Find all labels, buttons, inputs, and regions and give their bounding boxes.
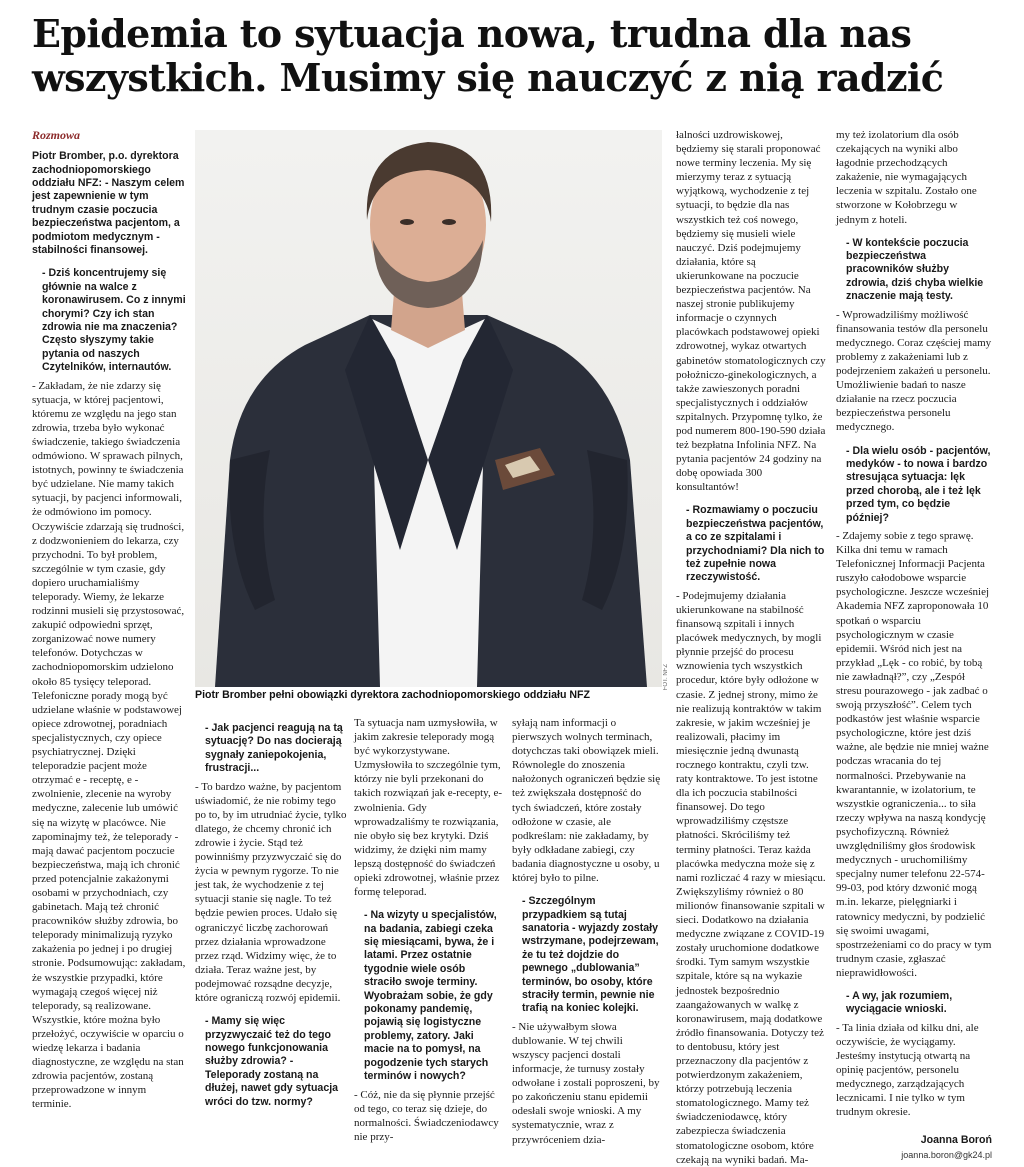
rubric-label: Rozmowa	[32, 128, 81, 142]
answer: łalności uzdrowiskowej, będziemy się starali proponować nowe terminy leczenia. My się mierzymy teraz z sytuacją wyjątkową, wychodzenie z tej sytuacji, to będzie dla nas wszystkich też coś nowego, będziemy się musieli wiele nauczyć. Dziś podejmujemy działania, które są ukierunkowane na poczucie bezpieczeństwa pacjentów. Na naszej stronie publikujemy informacje o czynnych placówkach podstawowej opieki zdrowotnej, wykaz otwartych gabinetów stomatologicznych czy położniczo-ginekologicznych, a także zawieszonych poradni specjalistycznych i oddziałów szpitalnych. Przypomnę tylko, że pod numerem 800-190-590 działa też bezpłatna Infolinia NFZ. Na pytania pacjentów 24 godziny na dobę opowiada 300 konsultantów!	[676, 129, 826, 494]
article-column-4	[512, 716, 662, 1146]
answer: my też izolatorium dla osób czekających na wyniki albo łagodnie przechodzących zakażenie, nie wymagających leczenia w szpitalu. Zostało one stworzone w Kołobrzegu w jednym z hoteli.	[836, 129, 977, 226]
headline: Epidemia to sytuacja nowa, trudna dla nas wszystkich. Musimy się nauczyć z nią radzić	[32, 11, 944, 100]
article-column-2	[195, 712, 347, 1132]
answer: Ta sytuacja nam uzmysłowiła, w jakim zakresie teleporady mogą być wykorzystywane. Uzmysłowiła to szczególnie tym, którzy nie byli przekonani do takich rozwiązań jak e-recepty, e-zwolnienia. Gdy wprowadzaliśmy te rozwiązania, nie obyło się bez krytyki. Dziś widzimy, że dzięki nim mamy lepszą dostępność do świadczeń opieki zdrowotnej, właśnie przez formę teleporad.	[354, 717, 503, 899]
answer: - Nie używałbym słowa dublowanie. W tej chwili wszyscy pacjenci dostali informacje, że turnusy zostały odwołane i zostali poproszeni, by po zakończeniu stanu epidemii odesłali swoje wnioski. A my systematycznie, wraz z przywróceniem dzia-	[512, 1020, 660, 1146]
answer: - Ta linia działa od kilku dni, ale oczywiście, że wyciągamy. Jesteśmy instytucją otwartą na opinię pacjentów, personelu medycznego, zarządzających lecznicami. I nie tylko w tym trudnym okresie.	[836, 1021, 979, 1119]
photo-credit: FOT. NFZ	[663, 664, 669, 691]
portrait-photo	[195, 130, 662, 687]
answer: - Zakładam, że nie zdarzy się sytuacja, w której pacjentowi, któremu ze względu na jego stan zdrowia, trzeba było wykonać świadczenie, takiego świadczenia odmówiono. W sprawach pilnych, istotnych, powinny te świadczenia być udzielane. Nie mamy takich sytuacji, by pacjenci informowali, że odmówiono im pomocy. Oczywiście zdarzają się trudności, z dodzwonieniem do lekarza, czy przychodni. To był problem, szczególnie w tym czasie, gdy dopiero uruchamialiśmy teleporady. Wiemy, że lekarze rodzinni musieli się przystosować, zakupić odpowiedni sprzęt, zorganizować nowe numery telefonów. Dotychczas w zachodniopomorskim udzielono około 85 tysięcy teleporad. Telefoniczne porady mogą być udzielane właśnie w podstawowej opiece zdrowotnej, poradniach specjalistycznych, czy opiece psychiatrycznej. Dzięki teleporadzie pacjent może otrzymać e - receptę, e - zwolnienie, zlecenie na wyroby medyczne, zalecenie lub umówić się na wizytę w placówce. Nie zapominajmy też, że teleporady - mają dawać pacjentom poczucie bezpieczeństwa, mają ich chronić przed potencjalnie zakażonymi osobami w przychodniach, czy gabinetach. Mają też chronić pracowników służby zdrowia, bo teleporady minimalizują ryzyko zakażenia po jednej i po drugiej stronie. Podsumowując: zakładam, że wszystkie przypadki, które wymagają czegoś więcej niż teleporady, są realizowane. Wszystkie, które można było przełożyć, oczywiście w oparciu o wiedzę lekarza i badania diagnostyczne, ze względu na stan zdrowia pacjentów, zostaną przeprowadzone w innym terminie.	[32, 379, 186, 1111]
lead-paragraph: Piotr Bromber, p.o. dyrektora zachodniopomorskiego oddziału NFZ: - Naszym celem jest zapewnienie w tym trudnym czasie poczucia bezpieczeństwa pacjentom, a podmiotom medycznym - stabilności finansowej.	[32, 150, 185, 256]
article-column-5	[676, 128, 826, 1166]
answer: - Podejmujemy działania ukierunkowane na stabilność finansową szpitali i innych placówek medycznych, by mogli płynnie przejść do procesu wznowienia tych wszystkich procedur, które były odłożone w czasie. Z jednej strony, mimo że nie realizują kontraktów w takim zakresie, w jakim wcześniej je realizowali, płacimy im miesięcznie jedną dwunastą rocznego kontraktu, czyli tzw. raty kontraktowe. To jest istotne dla ich poczucia stabilności finansowej. Do tego wprowadziliśmy częstsze płatności. Skróciliśmy też terminy płatności. Teraz każda placówka medyczna może się z nami rozliczać 4 razy w miesiącu. Zwiększyliśmy również o 80 milionów finansowanie szpitali w sieci. Dodatkowo na działania medyczne związane z COVID-19 zostały uruchomione dodatkowe środki. Tym samym wszystkie szpitale, które są na wykazie jednostek bezpośrednio zaangażowanych w walkę z koronawirusem, mają dodatkowe źródło finansowania. Dotyczy też to dentobusu, który jest przeznaczony dla pacjentów z potwierdzonym zakażeniem, którzy potrzebują leczenia stomatologicznego. Mamy też świadczeniodawcę, który zabezpiecza świadczenia stomatologiczne osobom, które czekają na wyniki badań. Ma-	[676, 589, 826, 1166]
question: - Jak pacjenci reagują na tą sytuację? Do nas docierają sygnały zaniepokojenia, frustracji...	[205, 722, 343, 775]
question: - W kontekście poczucia bezpieczeństwa pracowników służby zdrowia, dziś chyba wielkie znaczenie mają testy.	[846, 236, 984, 303]
article-column-3	[354, 716, 504, 1143]
answer: - Zdajemy sobie z tego sprawę. Kilka dni temu w ramach Telefonicznej Informacji Pacjenta ruszyło całodobowe wsparcie psychologiczne. Jeszcze wcześniej Akademia NFZ zaproponowała 10 spotkań o wsparciu psychologicznym w czasie epidemii. Wśród nich jest na przykład „Lęk - co robić, by tobą nie zawładnął?”, czy „Zespół stresu pourazowego - jak zadbać o swoją przyszłość”. Celem tych podkastów jest właśnie wsparcie psychologiczne, które jest dziś ważne, ale będzie nie mniej ważne podczas wracania do tej normalności. Przebywanie na kwarantannie, w izolatorium, te wszystkie ograniczenia... to siła rzeczy wpływa na naszą kondycję psychofizyczną. Również uwzględniliśmy głos środowisk medycznych - uruchomiliśmy specjalny numer telefonu 22-574-99-03, pod który dzwonić mogą m.in. lekarze, pielęgniarki i ratownicy medyczni, by podzielić się swoimi uwagami, spostrzeżeniami co do pracy w tym trudnym czasie, zgłaszać nieprawidłowości.	[836, 529, 992, 979]
article-column-1	[32, 128, 188, 1133]
portrait-illustration	[195, 130, 662, 687]
question: - Na wizyty u specjalistów, na badania, zabiegi czeka się miesiącami, bywa, że i latami. Przez ostatnie tygodnie wiele osób straciło swoje terminy. Wyobrażam sobie, że gdy pokonamy pandemię, pojawią się logistyczne problemy, zatory. Jaki macie na to pomysł, na pogodzenie tych starych terminów i nowych?	[364, 909, 497, 1083]
question: - Szczególnym przypadkiem są tutaj sanatoria - wyjazdy zostały wstrzymane, podejrzewam, że tu też dojdzie do pewnego „dublowania” terminów, bo osoby, które straciły termin, pewnie nie trafią na koniec kolejki.	[522, 895, 659, 1015]
author-email[interactable]: joanna.boron@gk24.pl	[901, 1149, 992, 1160]
author-byline: Joanna Boroń	[920, 1134, 992, 1147]
question: - A wy, jak rozumiem, wyciągacie wnioski.	[846, 989, 953, 1016]
answer: syłają nam informacji o pierwszych wolnych terminach, dotychczas taki obowiązek mieli. Równolegle do znoszenia nałożonych ograniczeń będzie się też zwiększała dostępność do tych świadczeń, które zostały odłożone w czasie, ale podkreślam: nie zakładamy, by były odkładane zabiegi, czy badania diagnostyczne u osoby, u której było to pilne.	[512, 717, 661, 885]
question: - Rozmawiamy o poczuciu bezpieczeństwa pacjentów, a co ze szpitalami i przychodniami? Dla nich to też zupełnie nowa rzeczywistość.	[686, 504, 825, 584]
question: - Mamy się więc przyzwyczaić też do tego nowego funkcjonowania służby zdrowia? - Teleporady zostaną na dłużej, nawet gdy sytuacja wróci do tzw. normy?	[205, 1015, 339, 1108]
answer: - To bardzo ważne, by pacjentom uświadomić, że nie robimy tego po to, by im utrudniać życie, tylko dlatego, że chcemy chronić ich zdrowie i życie. Stąd też powinniśmy przyzwyczaić się do życia w pewnym rygorze. To nie jest tak, że wychodzenie z tej sytuacji stanie się nagle. To też będzie pewien proces. Udało się ograniczyć liczbę zachorowań przez działania wprowadzone przez rząd. Widzimy więc, że to działa. Teraz ważne jest, by podejmować rozsądne decyzje, które ograniczą rozwój epidemii.	[195, 780, 347, 1005]
answer: - Cóż, nie da się płynnie przejść od tego, co teraz się dzieje, do normalności. Świadczeniodawcy nie przy-	[354, 1088, 499, 1143]
answer: - Wprowadziliśmy możliwość finansowania testów dla personelu medycznego. Coraz częściej mamy problemy z zakażeniami lub z podejrzeniem zakażeń u personelu. Umożliwienie badań to nasze działanie na rzecz poczucia bezpieczeństwa personelu medycznego.	[836, 308, 992, 434]
question: - Dziś koncentrujemy się głównie na walce z koronawirusem. Co z innymi chorymi? Czy ich stan zdrowia nie ma znaczenia? Często słyszymy takie pytania od naszych Czytelników, internautów.	[42, 267, 186, 374]
question: - Dla wielu osób - pacjentów, medyków - to nowa i bardzo stresująca sytuacja: lęk przed chorobą, ale i też lęk przed tym, co będzie później?	[846, 444, 991, 524]
photo-caption: Piotr Bromber pełni obowiązki dyrektora zachodniopomorskiego oddziału NFZ	[195, 689, 590, 701]
article-column-6	[836, 128, 992, 1160]
